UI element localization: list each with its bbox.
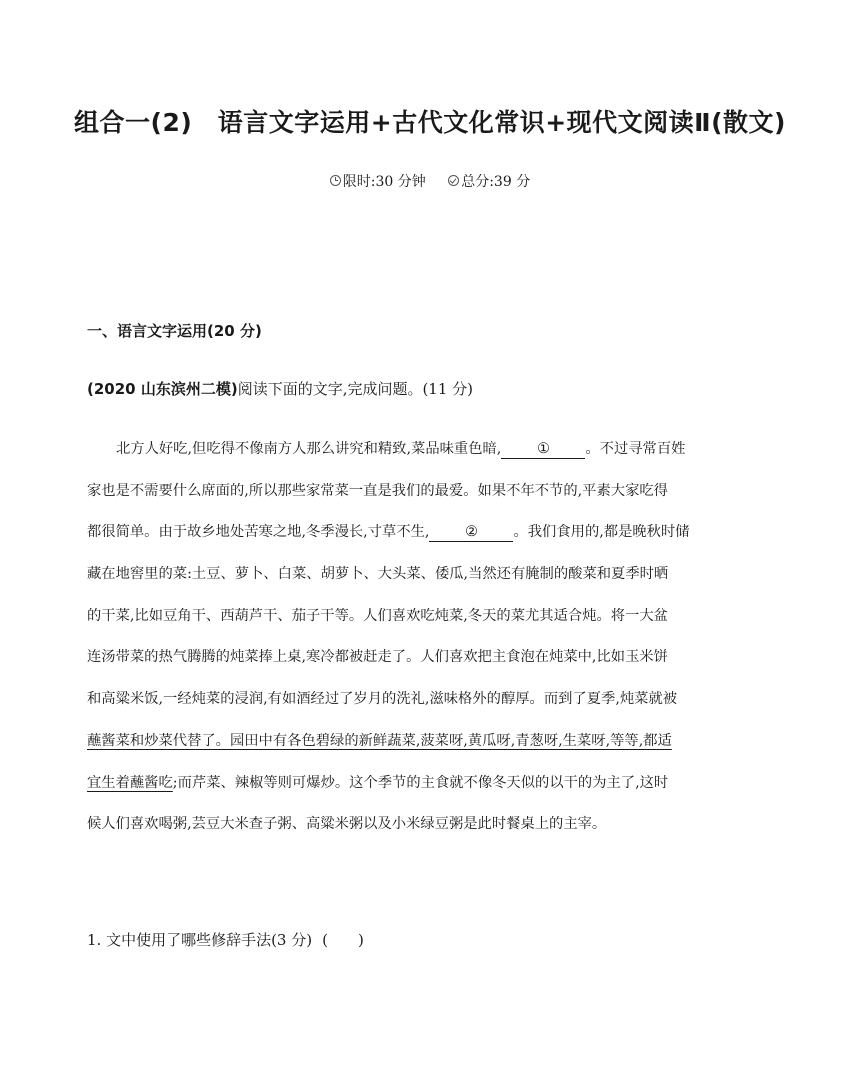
section-heading: 一、语言文字运用(20 分)	[87, 322, 262, 340]
blank-1: ①	[501, 440, 585, 459]
question-1	[87, 929, 364, 950]
passage-line: 宜生着蘸酱吃;而芹菜、辣椒等则可爆炒。这个季节的主食就不像冬天似的以干的为主了,这时	[87, 774, 669, 791]
question-1-text: 1. 文中使用了哪些修辞手法(3 分)	[87, 931, 313, 949]
question-intro	[87, 378, 473, 399]
passage-line: 家也是不需要什么席面的,所以那些家常菜一直是我们的最爱。如果不年不节的,平素大家吃得	[87, 482, 668, 499]
time-limit: 限时:30 分钟	[330, 171, 426, 191]
passage-line: 藏在地窖里的菜:土豆、萝卜、白菜、胡萝卜、大头菜、倭瓜,当然还有腌制的酸菜和夏季时晒	[87, 566, 669, 583]
underlined-text: 宜生着蘸酱吃	[87, 774, 173, 791]
passage-line: 候人们喜欢喝粥,芸豆大米查子粥、高粱米粥以及小米绿豆粥是此时餐桌上的主宰。	[87, 816, 607, 833]
passage-line-underlined: 蘸酱菜和炒菜代替了。园田中有各色碧绿的新鲜蔬菜,菠菜呀,黄瓜呀,青葱呀,生菜呀,等等,都适	[87, 732, 672, 749]
passage-line: 的干菜,比如豆角干、西葫芦干、茄子干等。人们喜欢吃炖菜,冬天的菜尤其适合炖。将一大盆	[87, 607, 668, 624]
passage-line: 都很简单。由于故乡地处苦寒之地,冬季漫长,寸草不生, ② 。我们食用的,都是晚秋时储	[87, 524, 690, 541]
clock-icon	[330, 175, 341, 186]
exam-meta	[0, 171, 860, 191]
reading-passage	[87, 429, 775, 846]
page-title: 组合一(2) 语言文字运用+古代文化常识+现代文阅读Ⅱ(散文)	[74, 108, 786, 137]
check-circle-icon	[448, 175, 459, 186]
question-instruction: 阅读下面的文字,完成问题。(11 分)	[237, 380, 474, 398]
blank-2: ②	[429, 523, 513, 542]
total-score: 总分:39 分	[448, 171, 530, 191]
question-source: (2020 山东滨州二模)	[87, 380, 238, 398]
passage-line: 连汤带菜的热气腾腾的炖菜捧上桌,寒冷都被赶走了。人们喜欢把主食泡在炖菜中,比如玉米饼	[87, 649, 668, 666]
passage-line: 和高粱米饭,一经炖菜的浸润,有如酒经过了岁月的洗礼,滋味格外的醇厚。而到了夏季,炖菜就被	[87, 691, 678, 708]
answer-paren: ( )	[322, 931, 364, 949]
passage-line: 北方人好吃,但吃得不像南方人那么讲究和精致,菜品味重色暗, ① 。不过寻常百姓	[116, 441, 686, 457]
